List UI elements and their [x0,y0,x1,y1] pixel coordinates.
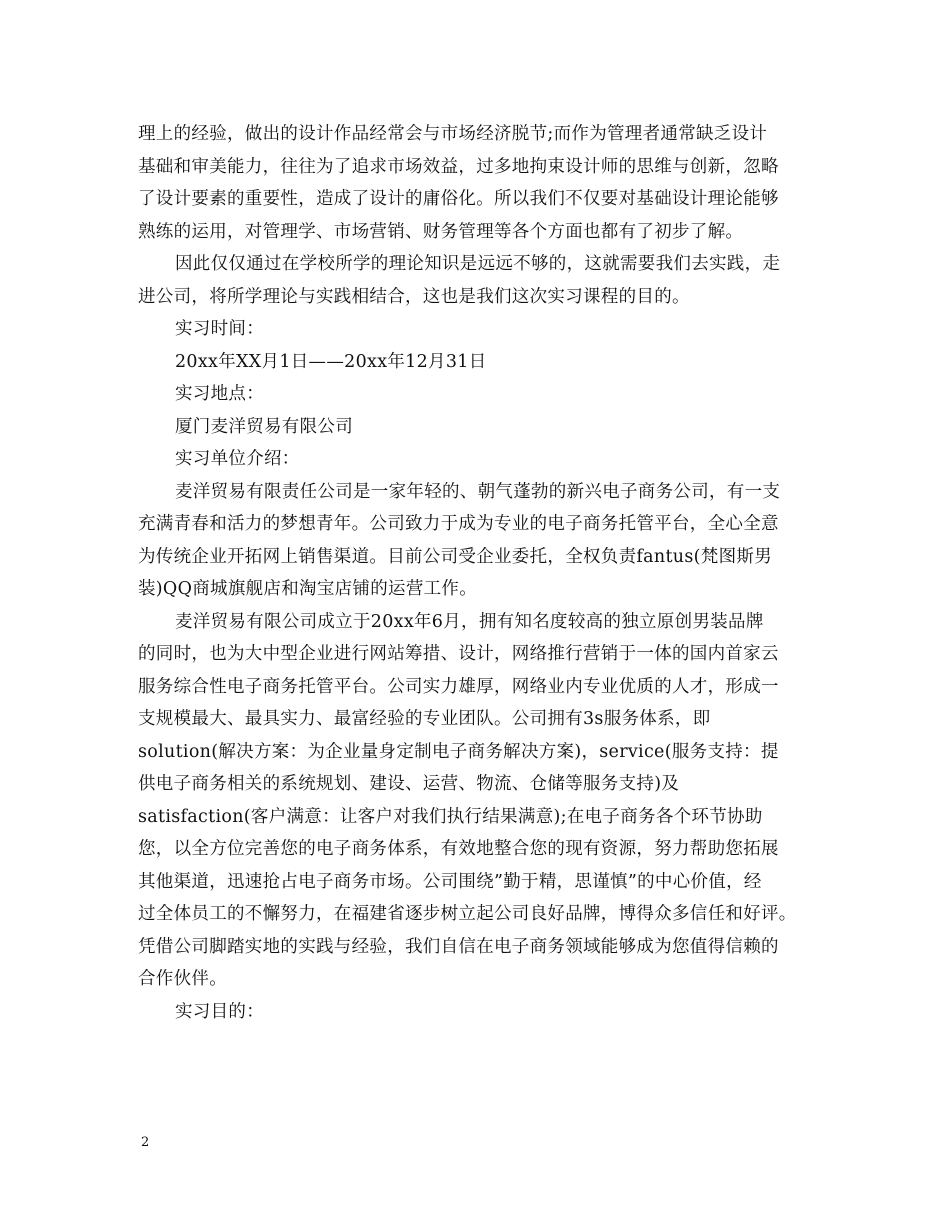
text-line: 基础和审美能力，往往为了追求市场效益，过多地拘束设计师的思维与创新，忽略 [138,156,779,177]
text-line: 为传统企业开拓网上销售渠道。目前公司受企业委托，全权负责fantus(梵图斯男 [138,546,772,567]
text-line: 进公司，将所学理论与实践相结合，这也是我们这次实习课程的目的。 [138,286,690,307]
text-line: solution(解决方案：为企业量身定制电子商务解决方案)，service(服务支持：提 [138,741,779,762]
text-line: 20xx年XX月1日——20xx年12月31日 [175,351,487,372]
text-line: 装)QQ商城旗舰店和淘宝店铺的运营工作。 [138,579,478,599]
text-line: 理上的经验，做出的设计作品经常会与市场经济脱节;而作为管理者通常缺乏设计 [138,124,768,144]
text-line: 麦洋贸易有限公司成立于20xx年6月，拥有知名度较高的独立原创男装品牌 [175,611,764,632]
text-line: 凭借公司脚踏实地的实践与经验，我们自信在电子商务领域能够成为您值得信赖的 [138,936,779,957]
text-line: satisfaction(客户满意：让客户对我们执行结果满意);在电子商务各个环节协助 [138,806,763,827]
text-line: 过全体员工的不懈努力，在福建省逐步树立起公司良好品牌，博得众多信任和好评。 [138,904,797,924]
text-line: 因此仅仅通过在学校所学的理论知识是远远不够的，这就需要我们去实践，走 [175,254,781,274]
text-line: 您，以全方位完善您的电子商务体系，有效地整合您的现有资源，努力帮助您拓展 [138,839,779,859]
text-line: 麦洋贸易有限责任公司是一家年轻的、朝气蓬勃的新兴电子商务公司，有一支 [175,481,781,502]
text-line: 合作伙伴。 [138,969,227,989]
document-body [138,118,838,1028]
text-line: 支规模最大、最具实力、最富经验的专业团队。公司拥有3s服务体系，即 [138,709,711,729]
text-line: 充满青春和活力的梦想青年。公司致力于成为专业的电子商务托管平台，全心全意 [138,514,779,534]
text-line: 实习单位介绍： [175,449,300,469]
text-line: 实习目的： [175,1001,264,1022]
text-line: 实习地点： [175,384,264,404]
page-number: 2 [141,1135,150,1150]
text-line: 的同时，也为大中型企业进行网站筹措、设计，网络推行营销于一体的国内首家云 [138,644,779,664]
text-line: 供电子商务相关的系统规划、建设、运营、物流、仓储等服务支持)及 [138,774,680,794]
text-line: 了设计要素的重要性，造成了设计的庸俗化。所以我们不仅要对基础设计理论能够 [138,189,779,209]
text-line: 实习时间： [175,319,264,339]
text-line: 熟练的运用，对管理学、市场营销、财务管理等各个方面也都有了初步了解。 [138,221,744,242]
text-line: 服务综合性电子商务托管平台。公司实力雄厚，网络业内专业优质的人才，形成一 [138,676,779,697]
text-line: 厦门麦洋贸易有限公司 [175,416,353,437]
text-line: 其他渠道，迅速抢占电子商务市场。公司围绕”勤于精，思谨慎”的中心价值，经 [138,871,762,892]
